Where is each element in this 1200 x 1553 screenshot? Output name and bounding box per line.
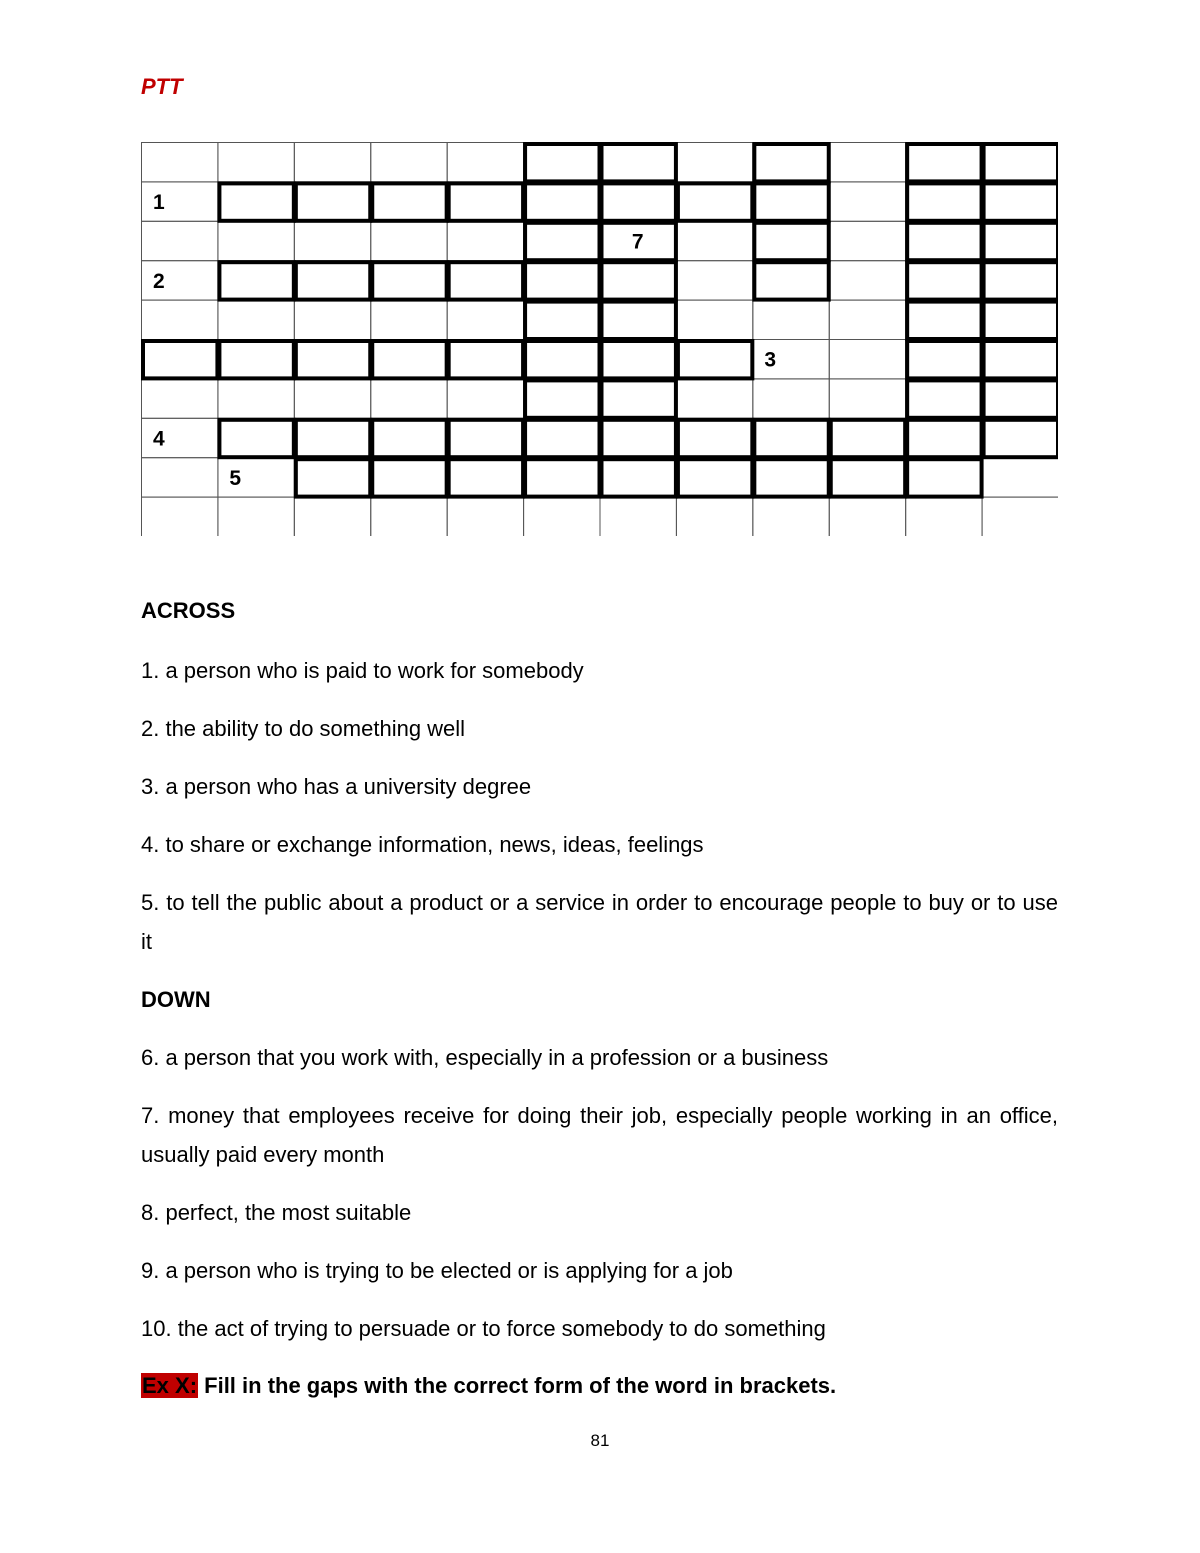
- grid-cell: [753, 300, 829, 339]
- exercise-text: Fill in the gaps with the correct form of the word in brackets.: [198, 1373, 837, 1398]
- grid-cell: [829, 182, 905, 221]
- grid-cell: [447, 379, 523, 418]
- grid-cell: [371, 340, 447, 379]
- down-clue-10: 10. the act of trying to persuade or to force somebody to do something: [141, 1316, 826, 1341]
- answer-cell: [449, 459, 523, 496]
- answer-cell: [602, 262, 676, 299]
- grid-cell: [982, 261, 1058, 300]
- grid-cell: [676, 261, 752, 300]
- across-clue-4: 4. to share or exchange information, news, ideas, feelings: [141, 832, 704, 857]
- page-number: 81: [590, 1431, 610, 1450]
- grid-cell: [982, 182, 1058, 221]
- answer-cell: [525, 144, 599, 181]
- answer-cell: [984, 341, 1058, 378]
- crossword-grid: [141, 142, 1058, 536]
- grid-cell: [600, 182, 676, 221]
- grid-cell: [218, 340, 294, 379]
- grid-cell: [753, 261, 829, 300]
- down-clue-9: 9. a person who is trying to be elected or is applying for a job: [141, 1258, 733, 1283]
- grid-cell: [218, 221, 294, 260]
- grid-cell: [294, 379, 370, 418]
- grid-cell: [524, 182, 600, 221]
- across-heading: ACROSS: [141, 598, 236, 623]
- answer-cell: [372, 262, 446, 299]
- grid-cell: [676, 418, 752, 457]
- answer-cell: [525, 380, 599, 417]
- answer-cell: [602, 302, 676, 339]
- answer-cell: [525, 302, 599, 339]
- answer-cell: [984, 183, 1058, 220]
- grid-cell: [600, 143, 676, 182]
- grid-cell: [982, 300, 1058, 339]
- answer-cell: [372, 341, 446, 378]
- grid-cell: [142, 143, 218, 182]
- grid-cell: [982, 379, 1058, 418]
- grid-cell: [371, 497, 447, 536]
- grid-cell: [294, 458, 370, 497]
- grid-cell: [753, 379, 829, 418]
- answer-cell: [754, 262, 828, 299]
- across-clue-3: 3. a person who has a university degree: [141, 774, 532, 799]
- grid-cell: [753, 458, 829, 497]
- grid-cell: [447, 221, 523, 260]
- answer-cell: [602, 459, 676, 496]
- answer-cell: [449, 420, 523, 457]
- grid-cell: [676, 458, 752, 497]
- grid-cell: [600, 340, 676, 379]
- grid-cell: [447, 143, 523, 182]
- answer-cell: [296, 420, 370, 457]
- answer-cell: [296, 459, 370, 496]
- answer-cell: [907, 420, 981, 457]
- grid-cell: [753, 497, 829, 536]
- down-clue-6: 6. a person that you work with, especially in a profession or a business: [141, 1045, 829, 1070]
- answer-cell: [907, 459, 981, 496]
- down-clue-7: 7. money that employees receive for doing their job, especially people working in an office, usually paid every month: [141, 1103, 1058, 1167]
- grid-cell: [829, 300, 905, 339]
- answer-cell: [449, 183, 523, 220]
- grid-cell: [142, 379, 218, 418]
- answer-cell: [831, 459, 905, 496]
- grid-cell: [753, 182, 829, 221]
- grid-cell: [447, 458, 523, 497]
- grid-cell: [371, 182, 447, 221]
- grid-cell: [906, 221, 982, 260]
- grid-cell: [829, 143, 905, 182]
- grid-cell: [906, 300, 982, 339]
- answer-cell: [907, 183, 981, 220]
- grid-cell: [676, 497, 752, 536]
- grid-cell: [600, 300, 676, 339]
- grid-cell: [524, 379, 600, 418]
- answer-cell: [296, 341, 370, 378]
- grid-cell: [676, 379, 752, 418]
- grid-cell: [982, 340, 1058, 379]
- grid-cell: [371, 143, 447, 182]
- answer-cell: [907, 262, 981, 299]
- across-clue-5: 5. to tell the public about a product or a service in order to encourage people to buy or to use it: [141, 890, 1058, 954]
- grid-cell: [753, 143, 829, 182]
- answer-cell: [525, 262, 599, 299]
- grid-cell: [906, 458, 982, 497]
- answer-cell: [754, 459, 828, 496]
- answer-cell: [219, 262, 293, 299]
- across-clue-1: 1. a person who is paid to work for somebody: [141, 658, 584, 683]
- grid-cell: [371, 418, 447, 457]
- answer-cell: [602, 341, 676, 378]
- grid-cell: [447, 261, 523, 300]
- answer-cell: [525, 459, 599, 496]
- answer-cell: [907, 341, 981, 378]
- answer-cell: [907, 144, 981, 181]
- grid-cell: [371, 300, 447, 339]
- answer-cell: [678, 183, 752, 220]
- clue-number: 3: [764, 348, 777, 372]
- answer-cell: [907, 302, 981, 339]
- answer-cell: [907, 223, 981, 260]
- grid-cell: [524, 261, 600, 300]
- grid-cell: [753, 418, 829, 457]
- grid-cell: [447, 340, 523, 379]
- grid-cell: [142, 340, 218, 379]
- answer-cell: [449, 262, 523, 299]
- answer-cell: [219, 341, 293, 378]
- down-clue-8: 8. perfect, the most suitable: [141, 1200, 412, 1225]
- grid-cell: [906, 497, 982, 536]
- grid-cell: [829, 261, 905, 300]
- answer-cell: [907, 380, 981, 417]
- grid-cell: [218, 300, 294, 339]
- grid-cell: [524, 497, 600, 536]
- grid-cell: [600, 497, 676, 536]
- answer-cell: [602, 420, 676, 457]
- grid-cell: [447, 182, 523, 221]
- grid-cell: [906, 143, 982, 182]
- answer-cell: [372, 459, 446, 496]
- answer-cell: [372, 183, 446, 220]
- clue-number: 1: [153, 191, 165, 215]
- answer-cell: [678, 459, 752, 496]
- grid-cell: [142, 497, 218, 536]
- grid-cell: [829, 379, 905, 418]
- answer-cell: [372, 420, 446, 457]
- grid-cell: [676, 182, 752, 221]
- grid-cell: [524, 300, 600, 339]
- grid-cell: [600, 418, 676, 457]
- answer-cell: [219, 183, 293, 220]
- clue-number: 2: [153, 269, 165, 293]
- grid-cell: [676, 143, 752, 182]
- grid-cell: [676, 300, 752, 339]
- clue-number: 4: [153, 427, 165, 451]
- answer-cell: [296, 262, 370, 299]
- grid-cell: [524, 340, 600, 379]
- answer-cell: [754, 144, 828, 181]
- grid-cell: [982, 497, 1058, 536]
- grid-cell: [218, 497, 294, 536]
- across-clue-2: 2. the ability to do something well: [141, 716, 466, 741]
- grid-cell: [600, 458, 676, 497]
- grid-cell: [676, 221, 752, 260]
- answer-cell: [754, 420, 828, 457]
- grid-cell: [982, 221, 1058, 260]
- grid-cell: [829, 221, 905, 260]
- grid-cell: [294, 497, 370, 536]
- answer-cell: [602, 380, 676, 417]
- grid-cell: [371, 458, 447, 497]
- exercise-instruction: [141, 1370, 836, 1402]
- answer-cell: [602, 183, 676, 220]
- grid-cell: [218, 261, 294, 300]
- answer-cell: [143, 341, 217, 378]
- answer-cell: [754, 183, 828, 220]
- grid-cell: [982, 143, 1058, 182]
- grid-cell: [294, 221, 370, 260]
- answer-cell: [678, 341, 752, 378]
- grid-cell: [142, 458, 218, 497]
- header-label: PTT: [141, 74, 183, 99]
- grid-cell: [600, 261, 676, 300]
- exercise-tag: Ex X:: [142, 1373, 198, 1398]
- answer-cell: [984, 262, 1058, 299]
- grid-cell: [982, 458, 1058, 497]
- grid-cell: [982, 418, 1058, 457]
- grid-cell: [829, 418, 905, 457]
- grid-cell: [371, 221, 447, 260]
- grid-cell: [829, 497, 905, 536]
- answer-cell: [525, 223, 599, 260]
- answer-cell: [984, 302, 1058, 339]
- grid-cell: [906, 379, 982, 418]
- grid-cell: [829, 340, 905, 379]
- grid-cell: [676, 340, 752, 379]
- answer-cell: [219, 420, 293, 457]
- answer-cell: [984, 144, 1058, 181]
- grid-cell: [906, 340, 982, 379]
- grid-cell: [294, 261, 370, 300]
- grid-cell: [142, 221, 218, 260]
- answer-cell: [831, 420, 905, 457]
- grid-cell: [371, 261, 447, 300]
- clue-number: 5: [229, 466, 242, 490]
- grid-cell: [524, 143, 600, 182]
- answer-cell: [754, 223, 828, 260]
- grid-cell: [294, 182, 370, 221]
- answer-cell: [525, 341, 599, 378]
- grid-cell: [524, 418, 600, 457]
- grid-cell: [218, 143, 294, 182]
- answer-cell: [678, 420, 752, 457]
- grid-cell: [218, 182, 294, 221]
- grid-cell: [753, 221, 829, 260]
- grid-cell: [294, 143, 370, 182]
- answer-cell: [984, 380, 1058, 417]
- grid-cell: [600, 379, 676, 418]
- answer-cell: [525, 420, 599, 457]
- grid-cell: [906, 261, 982, 300]
- grid-cell: [218, 379, 294, 418]
- down-heading: DOWN: [141, 987, 211, 1012]
- answer-cell: [984, 420, 1058, 457]
- grid-cell: [371, 379, 447, 418]
- grid-cell: [294, 300, 370, 339]
- grid-cell: [447, 300, 523, 339]
- grid-cell: [142, 300, 218, 339]
- answer-cell: [449, 341, 523, 378]
- grid-cell: [447, 497, 523, 536]
- grid-cell: [829, 458, 905, 497]
- answer-cell: [602, 144, 676, 181]
- grid-cell: [906, 418, 982, 457]
- grid-cell: [524, 458, 600, 497]
- grid-cell: [524, 221, 600, 260]
- grid-cell: [218, 418, 294, 457]
- grid-cell: [906, 182, 982, 221]
- answer-cell: [984, 223, 1058, 260]
- grid-cell: [294, 340, 370, 379]
- answer-cell: [296, 183, 370, 220]
- grid-cell: [294, 418, 370, 457]
- grid-cell: [447, 418, 523, 457]
- answer-cell: [525, 183, 599, 220]
- clue-number: 7: [631, 230, 644, 254]
